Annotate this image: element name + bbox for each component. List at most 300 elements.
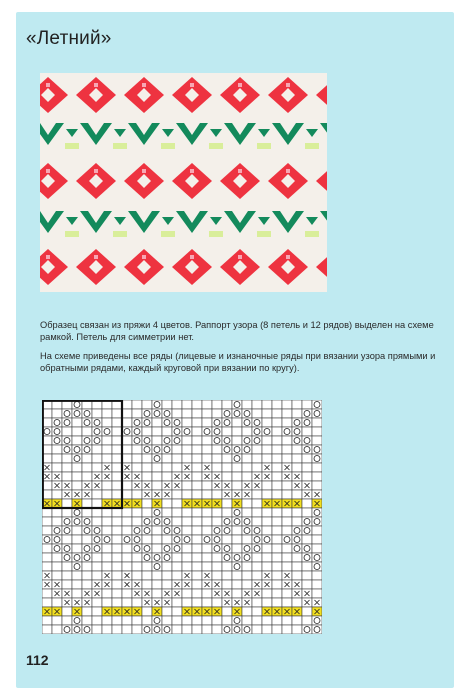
chart-cell xyxy=(282,562,292,571)
chart-cell xyxy=(272,427,282,436)
chart-cell xyxy=(52,409,62,418)
chart-cell xyxy=(192,553,202,562)
chart-cell xyxy=(192,562,202,571)
chart-cell xyxy=(152,463,162,472)
chart-cell xyxy=(252,553,262,562)
chart-cell xyxy=(52,445,62,454)
green-small-motif xyxy=(306,217,318,225)
chart-cell xyxy=(112,472,122,481)
chart-cell xyxy=(102,553,112,562)
chart-cell xyxy=(172,571,182,580)
chart-cell xyxy=(222,580,232,589)
chart-cell xyxy=(52,571,62,580)
chart-cell xyxy=(82,616,92,625)
chart-cell xyxy=(162,562,172,571)
chart-cell xyxy=(272,481,282,490)
chart-cell xyxy=(182,481,192,490)
chart-cell xyxy=(272,490,282,499)
chart-cell xyxy=(202,553,212,562)
chart-cell xyxy=(262,544,272,553)
chart-cell xyxy=(272,598,282,607)
chart-cell xyxy=(192,418,202,427)
chart-cell xyxy=(182,400,192,409)
chart-cell xyxy=(42,526,52,535)
chart-cell xyxy=(232,418,242,427)
chart-cell xyxy=(42,616,52,625)
chart-cell xyxy=(112,598,122,607)
pink-dot xyxy=(238,83,242,87)
chart-cell xyxy=(232,436,242,445)
chart-cell xyxy=(292,517,302,526)
chart-cell xyxy=(282,445,292,454)
chart-cell xyxy=(242,580,252,589)
chart-cell xyxy=(202,454,212,463)
chart-cell xyxy=(142,580,152,589)
chart-cell xyxy=(192,589,202,598)
chart-cell xyxy=(282,589,292,598)
chart-cell xyxy=(172,562,182,571)
chart-cell xyxy=(272,400,282,409)
chart-cell xyxy=(272,517,282,526)
chart-cell xyxy=(202,598,212,607)
pink-dot xyxy=(142,169,146,173)
chart-cell xyxy=(102,508,112,517)
chart-cell xyxy=(252,409,262,418)
chart-cell xyxy=(302,400,312,409)
chart-cell xyxy=(112,625,122,634)
chart-cell xyxy=(112,454,122,463)
chart-cell xyxy=(192,481,202,490)
chart-cell xyxy=(112,535,122,544)
chart-cell xyxy=(132,562,142,571)
chart-cell xyxy=(82,562,92,571)
chart-cell xyxy=(302,463,312,472)
chart-cell xyxy=(112,427,122,436)
chart-cell xyxy=(62,535,72,544)
chart-cell xyxy=(132,463,142,472)
chart-cell xyxy=(312,418,322,427)
chart-cell xyxy=(182,517,192,526)
chart-cell xyxy=(172,517,182,526)
chart-cell xyxy=(232,571,242,580)
lime-accent xyxy=(65,231,79,237)
chart-cell xyxy=(72,535,82,544)
chart-cell xyxy=(312,481,322,490)
chart-cell xyxy=(102,409,112,418)
green-v-motif xyxy=(272,211,304,233)
green-small-motif xyxy=(258,217,270,225)
chart-cell xyxy=(92,607,102,616)
chart-cell xyxy=(72,589,82,598)
chart-cell xyxy=(182,490,192,499)
chart-cell xyxy=(252,562,262,571)
chart-cell xyxy=(192,508,202,517)
chart-cell xyxy=(122,454,132,463)
chart-cell xyxy=(182,589,192,598)
chart-cell xyxy=(182,616,192,625)
chart-cell xyxy=(242,499,252,508)
chart-cell xyxy=(202,400,212,409)
chart-cell xyxy=(212,508,222,517)
chart-cell xyxy=(282,400,292,409)
chart-cell xyxy=(62,427,72,436)
chart-cell xyxy=(252,625,262,634)
chart-cell xyxy=(232,526,242,535)
chart-cell xyxy=(52,625,62,634)
chart-cell xyxy=(122,544,132,553)
chart-cell xyxy=(272,436,282,445)
green-small-motif xyxy=(210,217,222,225)
chart-cell xyxy=(182,409,192,418)
chart-cell xyxy=(292,562,302,571)
chart-cell xyxy=(122,436,132,445)
chart-cell xyxy=(92,463,102,472)
chart-cell xyxy=(92,553,102,562)
chart-cell xyxy=(152,481,162,490)
chart-cell xyxy=(312,427,322,436)
chart-cell xyxy=(262,490,272,499)
chart-cell xyxy=(72,544,82,553)
chart-cell xyxy=(152,526,162,535)
chart-cell xyxy=(62,508,72,517)
red-diamond-motif xyxy=(316,77,327,113)
chart-cell xyxy=(252,607,262,616)
chart-cell xyxy=(222,616,232,625)
chart-cell xyxy=(172,598,182,607)
chart-cell xyxy=(102,562,112,571)
lime-accent xyxy=(113,231,127,237)
pink-dot xyxy=(94,169,98,173)
chart-cell xyxy=(152,535,162,544)
chart-cell xyxy=(282,625,292,634)
chart-cell xyxy=(182,625,192,634)
chart-cell xyxy=(102,418,112,427)
chart-cell xyxy=(62,454,72,463)
chart-cell xyxy=(292,463,302,472)
green-v-motif xyxy=(272,123,304,145)
chart-cell xyxy=(312,535,322,544)
chart-cell xyxy=(102,544,112,553)
chart-cell xyxy=(152,436,162,445)
chart-cell xyxy=(82,508,92,517)
chart-cell xyxy=(92,499,102,508)
chart-cell xyxy=(152,589,162,598)
red-diamond-motif xyxy=(316,163,327,199)
chart-cell xyxy=(202,616,212,625)
green-v-motif xyxy=(320,211,327,233)
pink-dot xyxy=(142,255,146,259)
chart-cell xyxy=(72,580,82,589)
chart-cell xyxy=(232,580,242,589)
chart-cell xyxy=(52,454,62,463)
chart-cell xyxy=(42,589,52,598)
chart-cell xyxy=(272,535,282,544)
chart-cell xyxy=(262,625,272,634)
chart-cell xyxy=(222,472,232,481)
chart-cell xyxy=(212,616,222,625)
chart-cell xyxy=(182,598,192,607)
chart-cell xyxy=(162,571,172,580)
chart-cell xyxy=(272,544,282,553)
chart-cell xyxy=(152,544,162,553)
lime-accent xyxy=(305,231,319,237)
pink-dot xyxy=(46,83,50,87)
chart-cell xyxy=(142,508,152,517)
chart-cell xyxy=(212,562,222,571)
chart-cell xyxy=(132,598,142,607)
chart-cell xyxy=(112,418,122,427)
chart-cell xyxy=(92,625,102,634)
green-small-motif xyxy=(114,129,126,137)
chart-cell xyxy=(152,427,162,436)
chart-cell xyxy=(212,463,222,472)
chart-cell xyxy=(42,562,52,571)
chart-cell xyxy=(242,427,252,436)
chart-cell xyxy=(202,625,212,634)
chart-cell xyxy=(192,409,202,418)
chart-cell xyxy=(122,598,132,607)
green-v-motif xyxy=(40,211,64,233)
chart-cell xyxy=(302,499,312,508)
chart-cell xyxy=(282,490,292,499)
chart-cell xyxy=(292,409,302,418)
chart-cell xyxy=(122,508,132,517)
chart-cell xyxy=(72,463,82,472)
chart-cell xyxy=(92,445,102,454)
chart-cell xyxy=(92,508,102,517)
chart-cell xyxy=(272,571,282,580)
chart-cell xyxy=(192,535,202,544)
chart-cell xyxy=(292,616,302,625)
lime-accent xyxy=(209,231,223,237)
chart-cell xyxy=(222,400,232,409)
chart-cell xyxy=(232,427,242,436)
chart-cell xyxy=(42,508,52,517)
chart-cell xyxy=(272,409,282,418)
green-small-motif xyxy=(210,129,222,137)
chart-cell xyxy=(162,499,172,508)
chart-cell xyxy=(102,616,112,625)
chart-cell xyxy=(292,454,302,463)
chart-cell xyxy=(62,571,72,580)
chart-cell xyxy=(242,607,252,616)
green-v-motif xyxy=(224,123,256,145)
chart-cell xyxy=(282,508,292,517)
chart-cell xyxy=(272,472,282,481)
lime-accent xyxy=(305,143,319,149)
chart-cell xyxy=(82,535,92,544)
pink-dot xyxy=(286,169,290,173)
chart-cell xyxy=(92,490,102,499)
chart-cell xyxy=(202,544,212,553)
chart-cell xyxy=(302,472,312,481)
chart-cell xyxy=(222,454,232,463)
chart-cell xyxy=(192,454,202,463)
chart-cell xyxy=(252,463,262,472)
chart-cell xyxy=(312,472,322,481)
chart-cell xyxy=(222,499,232,508)
chart-cell xyxy=(262,481,272,490)
chart-cell xyxy=(262,508,272,517)
chart-cell xyxy=(252,490,262,499)
chart-cell xyxy=(112,508,122,517)
chart-cell xyxy=(42,544,52,553)
chart-cell xyxy=(202,436,212,445)
chart-cell xyxy=(212,409,222,418)
chart-cell xyxy=(52,463,62,472)
chart-cell xyxy=(142,535,152,544)
chart-cell xyxy=(232,481,242,490)
chart-cell xyxy=(232,463,242,472)
chart-cell xyxy=(152,580,162,589)
chart-cell xyxy=(192,625,202,634)
chart-cell xyxy=(242,400,252,409)
chart-cell xyxy=(72,571,82,580)
chart-cell xyxy=(142,607,152,616)
chart-cell xyxy=(202,526,212,535)
chart-cell xyxy=(72,526,82,535)
green-v-motif xyxy=(80,211,112,233)
chart-cell xyxy=(272,418,282,427)
chart-cell xyxy=(212,490,222,499)
pink-dot xyxy=(190,255,194,259)
chart-cell xyxy=(62,607,72,616)
chart-cell xyxy=(82,607,92,616)
chart-cell xyxy=(112,571,122,580)
chart-cell xyxy=(262,562,272,571)
description-paragraph-2: На схеме приведены все ряды (лицевые и изнаночные ряды при вязании узора прямыми и обратными рядами, каждый круговой при вязании по кругу). xyxy=(40,351,436,374)
green-v-motif xyxy=(320,123,327,145)
green-small-motif xyxy=(66,129,78,137)
chart-cell xyxy=(262,517,272,526)
chart-cell xyxy=(172,409,182,418)
chart-cell xyxy=(132,490,142,499)
chart-cell xyxy=(202,517,212,526)
chart-cell xyxy=(292,490,302,499)
chart-cell xyxy=(292,400,302,409)
lime-accent xyxy=(161,231,175,237)
lime-accent xyxy=(161,143,175,149)
green-small-motif xyxy=(162,129,174,137)
chart-cell xyxy=(162,472,172,481)
chart-cell xyxy=(122,445,132,454)
chart-cell xyxy=(192,526,202,535)
chart-cell xyxy=(122,562,132,571)
chart-cell xyxy=(172,490,182,499)
chart-cell xyxy=(52,562,62,571)
chart-cell xyxy=(122,616,132,625)
chart-cell xyxy=(192,517,202,526)
pink-dot xyxy=(46,169,50,173)
lime-accent xyxy=(65,143,79,149)
chart-cell xyxy=(272,445,282,454)
chart-cell xyxy=(222,571,232,580)
chart-cell xyxy=(242,562,252,571)
chart-cell xyxy=(42,517,52,526)
chart-cell xyxy=(102,445,112,454)
page-title: «Летний» xyxy=(26,28,112,49)
chart-cell xyxy=(202,481,212,490)
chart-cell xyxy=(82,463,92,472)
chart-cell xyxy=(272,463,282,472)
chart-cell xyxy=(122,418,132,427)
chart-cell xyxy=(262,526,272,535)
chart-cell xyxy=(122,553,132,562)
chart-cell xyxy=(222,508,232,517)
chart-cell xyxy=(272,580,282,589)
chart-cell xyxy=(302,562,312,571)
chart-cell xyxy=(172,616,182,625)
chart-cell xyxy=(112,445,122,454)
chart-cell xyxy=(262,418,272,427)
chart-cell xyxy=(62,463,72,472)
chart-cell xyxy=(252,445,262,454)
chart-cell xyxy=(72,427,82,436)
chart-cell xyxy=(252,598,262,607)
chart-cell xyxy=(162,454,172,463)
description-paragraph-1: Образец связан из пряжи 4 цветов. Раппорт узора (8 петель и 12 рядов) выделен на схеме рамкой. Петель для симметрии нет. xyxy=(40,320,434,343)
chart-cell xyxy=(102,517,112,526)
chart-cell xyxy=(172,499,182,508)
chart-cell xyxy=(42,598,52,607)
lime-accent xyxy=(209,143,223,149)
chart-cell xyxy=(172,553,182,562)
chart-cell xyxy=(182,544,192,553)
chart-cell xyxy=(262,400,272,409)
green-v-motif xyxy=(176,123,208,145)
chart-cell xyxy=(222,463,232,472)
chart-cell xyxy=(222,607,232,616)
chart-cell xyxy=(262,454,272,463)
lime-accent xyxy=(257,143,271,149)
chart-cell xyxy=(312,571,322,580)
chart-cell xyxy=(102,589,112,598)
chart-cell xyxy=(102,481,112,490)
chart-cell xyxy=(262,409,272,418)
chart-cell xyxy=(312,544,322,553)
chart-cell xyxy=(52,553,62,562)
chart-cell xyxy=(62,616,72,625)
chart-cell xyxy=(152,571,162,580)
chart-cell xyxy=(122,481,132,490)
chart-cell xyxy=(262,598,272,607)
chart-cell xyxy=(212,400,222,409)
chart-cell xyxy=(162,427,172,436)
chart-cell xyxy=(132,508,142,517)
chart-cell xyxy=(222,562,232,571)
chart-cell xyxy=(302,427,312,436)
chart-cell xyxy=(112,490,122,499)
chart-cell xyxy=(302,508,312,517)
chart-cell xyxy=(202,508,212,517)
chart-cell xyxy=(112,562,122,571)
chart-cell xyxy=(132,409,142,418)
chart-cell xyxy=(252,508,262,517)
pink-dot xyxy=(190,83,194,87)
chart-cell xyxy=(232,589,242,598)
chart-cell xyxy=(282,517,292,526)
chart-cell xyxy=(242,454,252,463)
chart-cell xyxy=(242,535,252,544)
green-small-motif xyxy=(306,129,318,137)
chart-cell xyxy=(172,625,182,634)
pink-dot xyxy=(94,255,98,259)
pink-dot xyxy=(286,255,290,259)
green-small-motif xyxy=(258,129,270,137)
chart-cell xyxy=(272,526,282,535)
chart-cell xyxy=(242,508,252,517)
chart-cell xyxy=(182,526,192,535)
